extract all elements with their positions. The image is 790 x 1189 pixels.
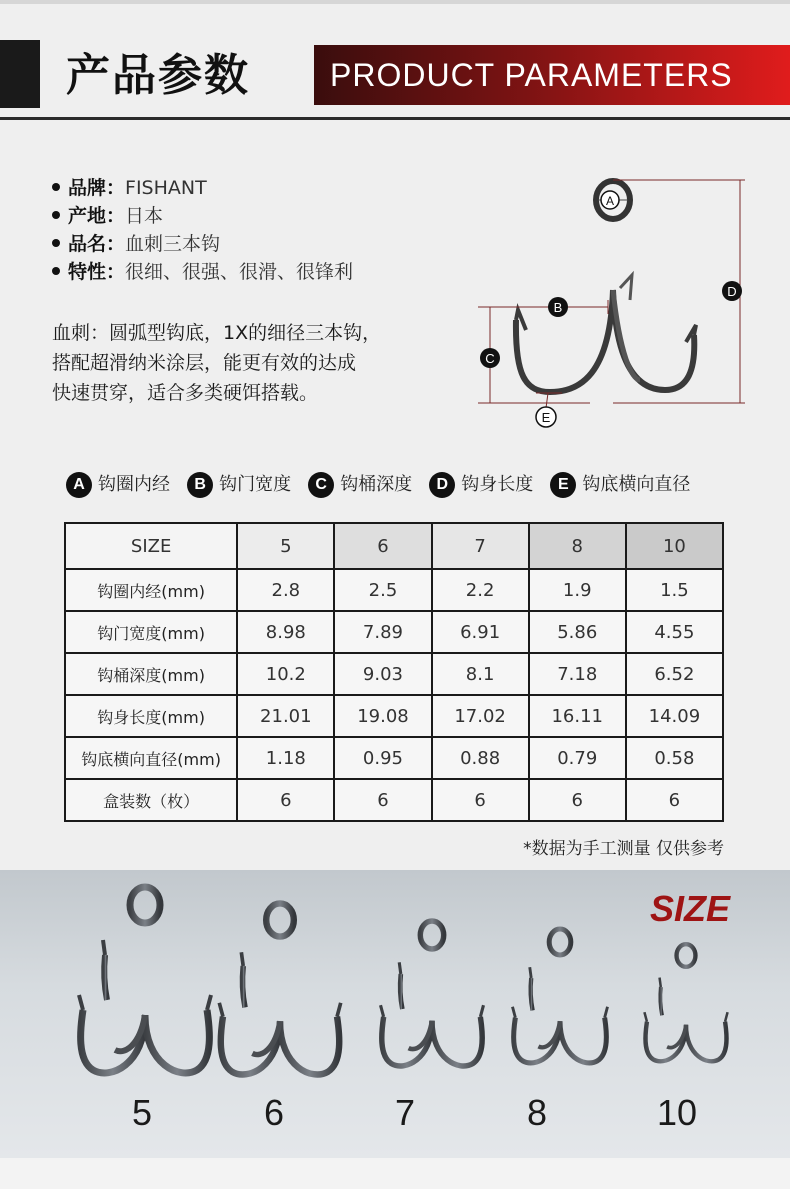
table-cell: 16.11 bbox=[529, 695, 626, 737]
table-cell: 2.5 bbox=[334, 569, 431, 611]
spec-value: 日本 bbox=[125, 205, 164, 227]
legend-label: 钩身长度 bbox=[461, 474, 534, 495]
legend-item bbox=[550, 470, 690, 500]
header-divider bbox=[0, 117, 790, 120]
legend-label: 钩门宽度 bbox=[219, 474, 292, 495]
row-label: 钩圈内经(mm) bbox=[65, 569, 237, 611]
table-cell: 0.58 bbox=[626, 737, 723, 779]
table-row bbox=[65, 779, 723, 821]
legend-item bbox=[429, 470, 533, 500]
table-cell: 2.8 bbox=[237, 569, 334, 611]
legend-badge: D bbox=[429, 472, 455, 498]
spec-origin bbox=[52, 202, 353, 230]
table-cell: 0.88 bbox=[432, 737, 529, 779]
legend-badge: E bbox=[550, 472, 576, 498]
table-cell: 6 bbox=[237, 779, 334, 821]
row-label: 钩身长度(mm) bbox=[65, 695, 237, 737]
table-header-cell: SIZE bbox=[65, 523, 237, 569]
table-cell: 21.01 bbox=[237, 695, 334, 737]
diagram-label-b: B bbox=[553, 300, 563, 315]
table-cell: 8.1 bbox=[432, 653, 529, 695]
table-cell: 1.18 bbox=[237, 737, 334, 779]
table-cell: 8.98 bbox=[237, 611, 334, 653]
header-title-en: PRODUCT PARAMETERS bbox=[330, 57, 733, 93]
product-description bbox=[52, 318, 452, 408]
table-cell: 6.52 bbox=[626, 653, 723, 695]
table-header-cell: 6 bbox=[334, 523, 431, 569]
size-label-10: 10 bbox=[656, 1092, 698, 1133]
hook-dimension-diagram bbox=[470, 170, 760, 444]
table-row bbox=[65, 569, 723, 611]
table-cell: 6.91 bbox=[432, 611, 529, 653]
size-label-7: 7 bbox=[394, 1092, 416, 1133]
table-row bbox=[65, 653, 723, 695]
table-cell: 6 bbox=[334, 779, 431, 821]
bullet-icon bbox=[52, 267, 60, 275]
diagram-label-d: D bbox=[727, 284, 737, 299]
table-header-row bbox=[65, 523, 723, 569]
spec-key: 特性： bbox=[68, 261, 126, 283]
table-cell: 14.09 bbox=[626, 695, 723, 737]
top-rule bbox=[0, 0, 790, 4]
legend-badge: C bbox=[308, 472, 334, 498]
size-title: SIZE bbox=[649, 888, 730, 929]
table-cell: 4.55 bbox=[626, 611, 723, 653]
table-header-cell: 8 bbox=[529, 523, 626, 569]
header-accent-bar bbox=[0, 40, 40, 108]
spec-value: FISHANT bbox=[125, 177, 207, 199]
table-cell: 0.95 bbox=[334, 737, 431, 779]
header-red-banner bbox=[314, 45, 790, 105]
table-header-cell: 5 bbox=[237, 523, 334, 569]
description-line: 血刺：圆弧型钩底，1X的细径三本钩， bbox=[52, 322, 382, 344]
table-row bbox=[65, 695, 723, 737]
table-cell: 1.5 bbox=[626, 569, 723, 611]
legend-badge: A bbox=[66, 472, 92, 498]
legend-label: 钩底横向直径 bbox=[582, 474, 691, 495]
spec-key: 产地： bbox=[68, 205, 126, 227]
table-cell: 6 bbox=[432, 779, 529, 821]
table-cell: 7.18 bbox=[529, 653, 626, 695]
diagram-label-a: A bbox=[605, 194, 615, 208]
table-cell: 17.02 bbox=[432, 695, 529, 737]
size-label-6: 6 bbox=[263, 1092, 285, 1133]
measurement-note: *数据为手工测量 仅供参考 bbox=[523, 839, 724, 859]
section-header bbox=[0, 40, 790, 108]
table-cell: 7.89 bbox=[334, 611, 431, 653]
size-label-5: 5 bbox=[131, 1092, 153, 1133]
row-label: 钩底横向直径(mm) bbox=[65, 737, 237, 779]
table-cell: 2.2 bbox=[432, 569, 529, 611]
spec-features bbox=[52, 258, 353, 286]
dimension-legend bbox=[66, 470, 766, 500]
table-cell: 9.03 bbox=[334, 653, 431, 695]
table-cell: 10.2 bbox=[237, 653, 334, 695]
spec-name bbox=[52, 230, 353, 258]
table-cell: 6 bbox=[529, 779, 626, 821]
legend-label: 钩桶深度 bbox=[340, 474, 413, 495]
spec-brand bbox=[52, 174, 353, 202]
size-comparison-photo bbox=[0, 870, 790, 1158]
row-label: 钩桶深度(mm) bbox=[65, 653, 237, 695]
table-header-cell: 10 bbox=[626, 523, 723, 569]
spec-value: 很细、很强、很滑、很锋利 bbox=[125, 261, 354, 283]
table-cell: 6 bbox=[626, 779, 723, 821]
description-line: 快速贯穿，适合多类硬饵搭载。 bbox=[52, 382, 319, 404]
treble-hook-diagram-icon bbox=[470, 170, 760, 440]
row-label: 钩门宽度(mm) bbox=[65, 611, 237, 653]
header-title-cn: 产品参数 bbox=[66, 50, 250, 101]
table-row bbox=[65, 611, 723, 653]
bullet-icon bbox=[52, 239, 60, 247]
diagram-label-e: E bbox=[541, 410, 551, 425]
diagram-label-c: C bbox=[485, 351, 495, 366]
parameter-table bbox=[64, 522, 724, 822]
legend-badge: B bbox=[187, 472, 213, 498]
bullet-icon bbox=[52, 183, 60, 191]
legend-item bbox=[187, 470, 291, 500]
spec-key: 品名： bbox=[68, 233, 126, 255]
table-row bbox=[65, 737, 723, 779]
legend-label: 钩圈内经 bbox=[98, 474, 170, 495]
table-header-cell: 7 bbox=[432, 523, 529, 569]
bullet-icon bbox=[52, 211, 60, 219]
table-cell: 5.86 bbox=[529, 611, 626, 653]
spec-value: 血刺三本钩 bbox=[125, 233, 221, 255]
row-label: 盒装数（枚） bbox=[65, 779, 237, 821]
legend-item bbox=[308, 470, 412, 500]
table-cell: 19.08 bbox=[334, 695, 431, 737]
description-line: 搭配超滑纳米涂层，能更有效的达成 bbox=[52, 352, 357, 374]
spec-list bbox=[52, 174, 353, 286]
legend-item bbox=[66, 470, 170, 500]
spec-key: 品牌： bbox=[68, 177, 126, 199]
table-cell: 1.9 bbox=[529, 569, 626, 611]
bottom-band bbox=[0, 1158, 790, 1189]
table-cell: 0.79 bbox=[529, 737, 626, 779]
size-label-8: 8 bbox=[526, 1092, 548, 1133]
